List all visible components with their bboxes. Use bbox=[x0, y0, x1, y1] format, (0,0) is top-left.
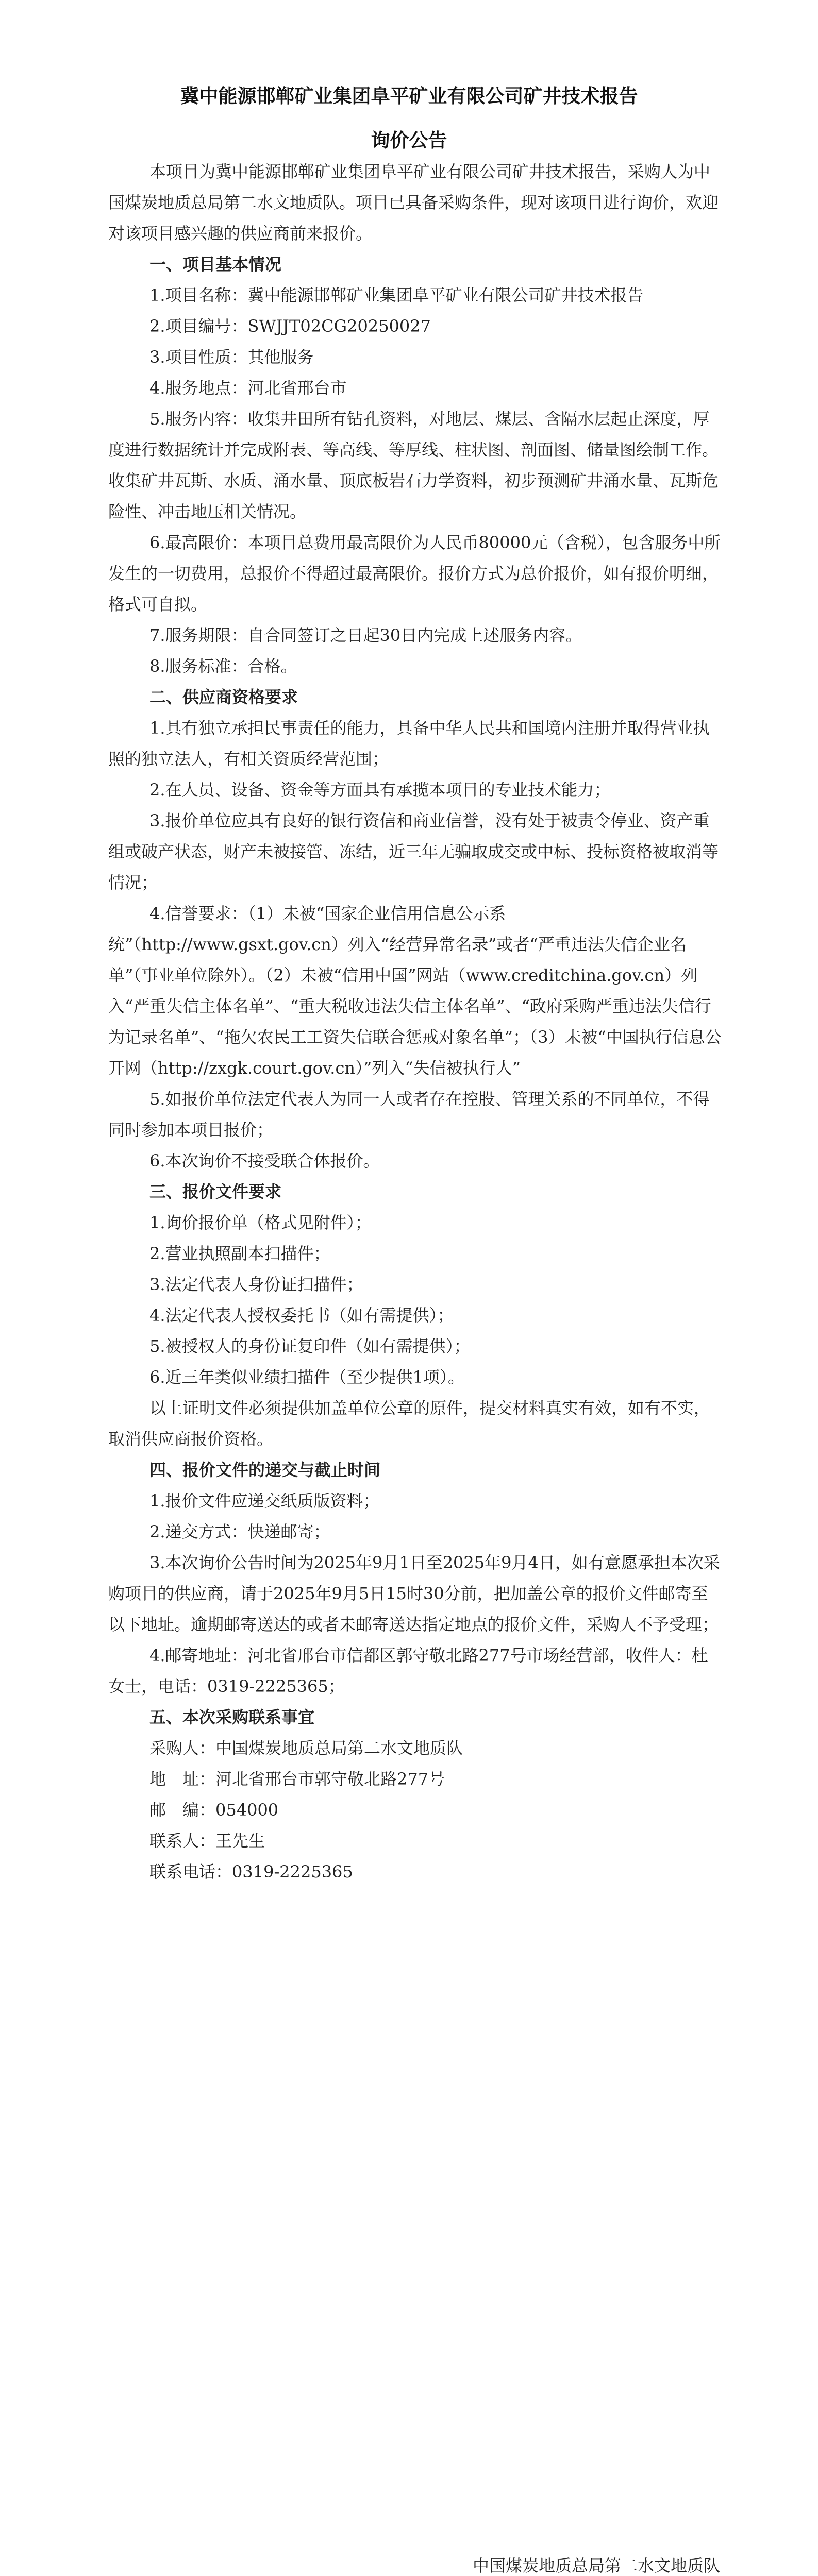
intro-paragraph: 本项目为冀中能源邯郸矿业集团阜平矿业有限公司矿井技术报告，采购人为中国煤炭地质总局第二水文地质队。项目已具备采购条件，现对该项目进行询价，欢迎对该项目感兴趣的供应商前来报价。 bbox=[108, 162, 719, 243]
section1-item: 2.项目编号：SWJJT02CG20250027 bbox=[149, 316, 431, 336]
section3-item: 1.询价报价单（格式见附件）； bbox=[149, 1213, 372, 1232]
contact-postcode: 邮 编：054000 bbox=[149, 1800, 279, 1820]
section4-item: 1.报价文件应递交纸质版资料； bbox=[149, 1491, 380, 1511]
section1-heading: 一、项目基本情况 bbox=[149, 255, 282, 274]
document-title: 冀中能源邯郸矿业集团阜平矿业有限公司矿井技术报告 bbox=[180, 84, 638, 107]
section2-item: 5.如报价单位法定代表人为同一人或者存在控股、管理关系的不同单位，不得同时参加本项目报价； bbox=[108, 1089, 710, 1140]
section2-item: 3.报价单位应具有良好的银行资信和商业信誉，没有处于被责令停业、资产重组或破产状态，财产未被接管、冻结，近三年无骗取成交或中标、投标资格被取消等情况； bbox=[108, 811, 719, 892]
section1-item: 6.最高限价：本项目总费用最高限价为人民币80000元（含税），包含服务中所发生的一切费用，总报价不得超过最高限价。报价方式为总价报价，如有报价明细，格式可自拟。 bbox=[108, 533, 721, 614]
section2-item: 4.信誉要求：（1）未被“国家企业信用信息公示系统”（http://www.gsxt.gov.cn）列入“经营异常名录”或者“严重违法失信企业名单”（事业单位除外）。（2）未被“信用中国”网站（www.creditchina.gov.cn）列入“严重失信主体名单”、“重大税收违法失信主体名单”、“政府采购严重违法失信行为记录名单”、“拖欠农民工工资失信联合惩戒对象名单”；（3）未被“中国执行信息公开网（http://zxgk.court.gov.cn）”列入“失信被执行人” bbox=[108, 904, 722, 1078]
contact-purchaser: 采购人：中国煤炭地质总局第二水文地质队 bbox=[149, 1738, 463, 1758]
section4-heading: 四、报价文件的递交与截止时间 bbox=[149, 1460, 381, 1480]
section2-item: 1.具有独立承担民事责任的能力，具备中华人民共和国境内注册并取得营业执照的独立法人，有相关资质经营范围； bbox=[108, 718, 710, 769]
section3-item: 2.营业执照副本扫描件； bbox=[149, 1244, 330, 1263]
section4-item: 4.邮寄地址：河北省邢台市信都区郭守敬北路277号市场经营部，收件人：杜女士，电话：0319-2225365； bbox=[108, 1646, 708, 1696]
section2-heading: 二、供应商资格要求 bbox=[149, 687, 298, 707]
announcement-body bbox=[108, 156, 722, 1887]
section3-item: 5.被授权人的身份证复印件（如有需提供）； bbox=[149, 1336, 471, 1356]
section3-item: 3.法定代表人身份证扫描件； bbox=[149, 1275, 363, 1294]
section2-item: 2.在人员、设备、资金等方面具有承揽本项目的专业技术能力； bbox=[149, 780, 611, 800]
section1-item: 4.服务地点：河北省邢台市 bbox=[149, 378, 347, 398]
section1-item: 7.服务期限：自合同签订之日起30日内完成上述服务内容。 bbox=[149, 625, 582, 645]
contact-address: 地 址：河北省邢台市郭守敬北路277号 bbox=[149, 1769, 445, 1789]
section1-item: 1.项目名称：冀中能源邯郸矿业集团阜平矿业有限公司矿井技术报告 bbox=[149, 285, 644, 305]
contact-phone: 联系电话：0319-2225365 bbox=[149, 1862, 353, 1882]
contact-person: 联系人：王先生 bbox=[149, 1831, 265, 1851]
section3-note: 以上证明文件必须提供加盖单位公章的原件，提交材料真实有效，如有不实，取消供应商报价资格。 bbox=[108, 1398, 711, 1449]
section1-item: 3.项目性质：其他服务 bbox=[149, 347, 314, 367]
section1-item: 8.服务标准：合格。 bbox=[149, 656, 297, 676]
section3-item: 6.近三年类似业绩扫描件（至少提供1项）。 bbox=[149, 1367, 464, 1387]
section2-item: 6.本次询价不接受联合体报价。 bbox=[149, 1151, 380, 1171]
section3-item: 4.法定代表人授权委托书（如有需提供）； bbox=[149, 1306, 454, 1325]
section4-item: 2.递交方式：快递邮寄； bbox=[149, 1522, 330, 1541]
document-subtitle: 询价公告 bbox=[371, 129, 447, 151]
signature-org: 中国煤炭地质总局第二水文地质队 bbox=[472, 2556, 720, 2575]
section1-item: 5.服务内容：收集井田所有钻孔资料，对地层、煤层、含隔水层起止深度，厚度进行数据统计并完成附表、等高线、等厚线、柱状图、剖面图、储量图绘制工作。收集矿井瓦斯、水质、涌水量、顶底板岩石力学资料，初步预测矿井涌水量、瓦斯危险性、冲击地压相关情况。 bbox=[108, 409, 719, 521]
section3-heading: 三、报价文件要求 bbox=[149, 1182, 282, 1201]
section4-item: 3.本次询价公告时间为2025年9月1日至2025年9月4日，如有意愿承担本次采购项目的供应商，请于2025年9月5日15时30分前，把加盖公章的报价文件邮寄至以下地址。逾期邮寄送达的或者未邮寄送达指定地点的报价文件，采购人不予受理； bbox=[108, 1553, 720, 1634]
section5-heading: 五、本次采购联系事宜 bbox=[149, 1707, 315, 1727]
